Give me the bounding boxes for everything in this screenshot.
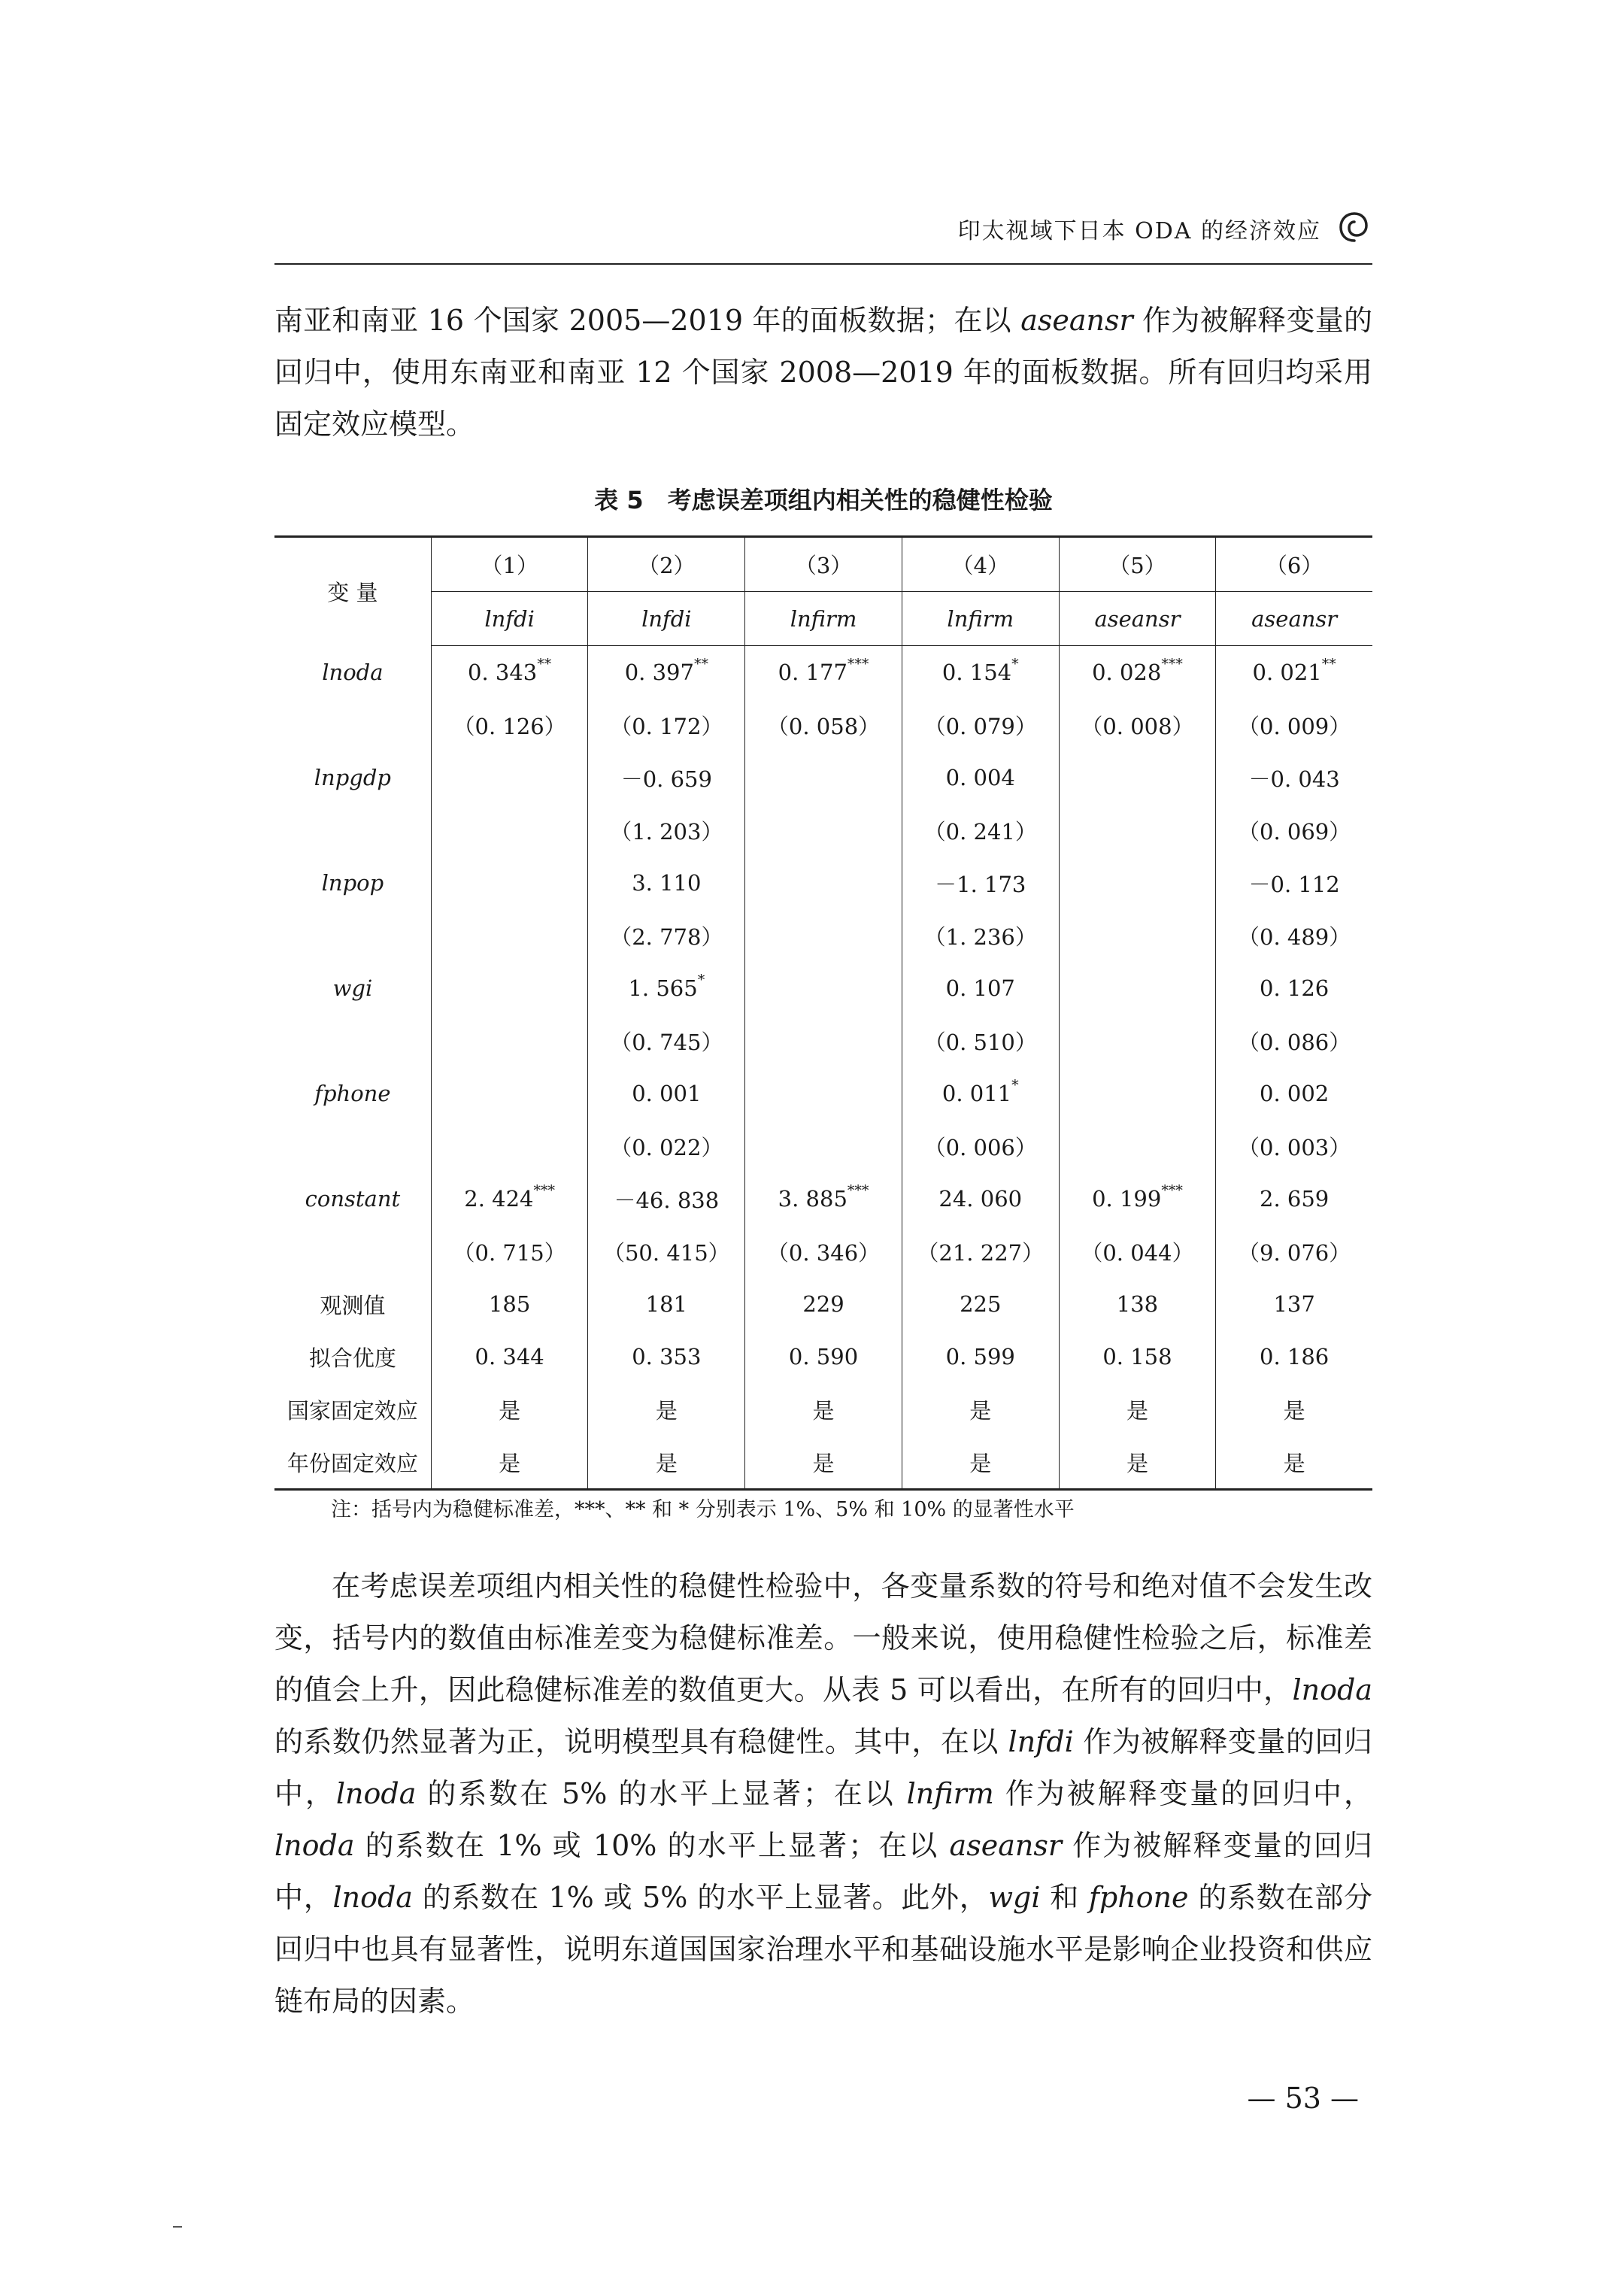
coefficient-cell [1216,962,1372,1015]
stat-value-text: 是 [499,1397,521,1424]
coefficient-cell [1059,751,1216,804]
stat-value [588,1383,745,1436]
coefficient-cell [431,857,588,909]
variable-name-text: lnoda [322,659,384,685]
coefficient-cell [431,1172,588,1225]
table-row [274,751,1372,804]
significance-stars: *** [847,656,869,673]
stat-value-text: 是 [1283,1397,1305,1424]
standard-error-cell-text: （21. 227） [917,1239,1045,1266]
stat-value [745,1278,902,1330]
stat-label-text: 国家固定效应 [287,1397,418,1424]
column-number: （4） [902,537,1059,592]
standard-error-cell [745,1120,902,1172]
variable-term: lnfirm [906,1777,994,1810]
coefficient-cell [1216,1067,1372,1120]
standard-error-cell [588,1015,745,1067]
coefficient-cell [588,962,745,1015]
stat-value [588,1436,745,1490]
stat-value [431,1383,588,1436]
standard-error-cell [1216,699,1372,751]
standard-error-cell-text: （0. 745） [610,1029,723,1055]
coefficient-cell [588,646,745,699]
variable-name [274,646,431,699]
table-row [274,646,1372,699]
variable-name-text: lnpop [321,870,384,896]
page-number: — 53 — [1247,2082,1359,2115]
variable-term: lnoda [1292,1673,1372,1706]
coefficient-cell-text: －1. 173 [935,871,1026,897]
stat-value [745,1383,902,1436]
column-number: （5） [1059,537,1216,592]
standard-error-cell [588,699,745,751]
table-row [274,1330,1372,1383]
coefficient-cell [588,751,745,804]
coefficient-cell [588,857,745,909]
variable-name-text: wgi [332,975,373,1001]
significance-stars: ** [537,656,552,673]
coefficient-cell [902,1067,1059,1120]
regression-table [274,535,1372,1491]
variable-term: lnfdi [1008,1725,1074,1758]
paragraph-intro [274,295,1372,450]
standard-error-cell [431,1225,588,1278]
standard-error-cell-text: （0. 489） [1238,924,1351,950]
variable-name [274,1172,431,1225]
text-run: 的系数在 1% 或 5% 的水平上显著。此外， [412,1881,989,1914]
stat-value-text: 是 [1126,1397,1148,1424]
stat-value [902,1436,1059,1490]
standard-error-cell [1059,1015,1216,1067]
variable-name-text: lnpgdp [314,765,391,790]
standard-error-cell [431,1120,588,1172]
coefficient-cell-text: 0. 028 [1092,660,1162,685]
variable-name-text: fphone [314,1081,391,1106]
stat-value-text: 0. 599 [945,1344,1015,1369]
dependent-variable: lnfirm [745,592,902,646]
standard-error-cell [588,909,745,962]
variable-term: lnoda [332,1881,413,1914]
stat-value-text: 是 [812,1450,835,1476]
stat-label [274,1383,431,1436]
table-row [274,1120,1372,1172]
standard-error-cell [1216,1015,1372,1067]
table-row [274,1015,1372,1067]
standard-error-cell [745,1015,902,1067]
stat-value-text: 是 [1126,1450,1148,1476]
stat-value [902,1330,1059,1383]
coefficient-cell-text: 0. 199 [1092,1186,1162,1212]
stat-value-text: 137 [1273,1291,1315,1317]
running-header-title: 印太视域下日本 ODA 的经济效应 [957,218,1321,244]
standard-error-cell [1216,1120,1372,1172]
significance-stars: * [1011,1077,1019,1094]
variable-name-text: constant [305,1186,401,1212]
standard-error-cell-text: （0. 241） [923,818,1037,845]
stat-value [1059,1278,1216,1330]
coefficient-cell [1059,646,1216,699]
variable-header: 变 量 [274,537,431,646]
corner-mark [173,2226,182,2228]
stat-value [902,1278,1059,1330]
text-run: 的系数在 1% 或 10% 的水平上显著；在以 [354,1829,950,1862]
stat-value-text: 185 [488,1291,531,1317]
column-number: （3） [745,537,902,592]
coefficient-cell [431,962,588,1015]
coefficient-cell-text: －0. 043 [1248,766,1340,792]
coefficient-cell [431,751,588,804]
stat-value-text: 是 [812,1397,835,1424]
standard-error-cell [1059,804,1216,857]
coefficient-cell [431,1067,588,1120]
dependent-variable: aseansr [1216,592,1372,646]
standard-error-cell-text: （0. 058） [766,713,881,739]
coefficient-cell [1059,1067,1216,1120]
text-run: 的系数在部分回归中也具有显著性，说明东道国国家治理水平和基础设施水平是影响企业投资和供应链布局的因素。 [274,1881,1372,2018]
table-row [274,1067,1372,1120]
stat-value-text: 225 [960,1291,1002,1317]
variable-name [274,751,431,804]
spiral-logo-icon [1336,209,1372,245]
standard-error-cell [902,804,1059,857]
variable-name [274,1067,431,1120]
coefficient-cell [745,962,902,1015]
stat-value [745,1330,902,1383]
stat-value [1059,1330,1216,1383]
standard-error-cell [431,699,588,751]
paragraph-discussion [274,1560,1372,2028]
coefficient-cell-text: 0. 004 [945,765,1015,790]
standard-error-cell [1216,1225,1372,1278]
text-run: 作为被解释变量的回归中， [993,1777,1372,1810]
standard-error-cell [431,804,588,857]
stat-value [431,1436,588,1490]
standard-error-cell [431,1015,588,1067]
significance-stars: ** [1321,656,1336,673]
text-run: 的系数仍然显著为正，说明模型具有稳健性。其中，在以 [274,1725,1008,1758]
standard-error-cell-text: （50. 415） [602,1239,730,1266]
variable-name [274,962,431,1015]
standard-error-cell-text: （2. 778） [610,924,723,950]
significance-stars: *** [847,1182,869,1200]
stat-value-text: 是 [1283,1450,1305,1476]
standard-error-cell [431,909,588,962]
stat-value [588,1278,745,1330]
table-row [274,804,1372,857]
table-header-row [274,592,1372,646]
variable-term: lnoda [274,1829,355,1862]
standard-error-cell [1059,699,1216,751]
dependent-variable: aseansr [1059,592,1216,646]
standard-error-cell-text: （0. 022） [610,1134,723,1160]
coefficient-cell-text: －0. 112 [1248,871,1340,897]
coefficient-cell [745,1067,902,1120]
stat-label-text: 拟合优度 [308,1345,396,1371]
coefficient-cell-text: 0. 154 [941,660,1012,685]
empty-cell [274,804,431,857]
coefficient-cell [902,1172,1059,1225]
stat-value-text: 是 [655,1450,678,1476]
variable-term: wgi [988,1881,1041,1914]
stat-value [1059,1436,1216,1490]
text-run: 作为被解释变量的回归中， [274,1829,1372,1914]
text-run: 南亚和南亚 16 个国家 2005—2019 年的面板数据；在以 [274,304,1021,337]
standard-error-cell-text: （0. 044） [1081,1239,1194,1266]
table-note: 注：括号内为稳健标准差，***、** 和 * 分别表示 1%、5% 和 10% 的显著性水平 [331,1498,1075,1521]
standard-error-cell [1216,804,1372,857]
significance-stars: ** [693,656,708,673]
standard-error-cell-text: （0. 510） [923,1029,1037,1055]
stat-value-text: 是 [969,1397,992,1424]
standard-error-cell-text: （0. 715） [453,1239,566,1266]
standard-error-cell [902,699,1059,751]
column-number: （6） [1265,553,1324,578]
significance-stars: * [697,972,705,989]
stat-value [431,1278,588,1330]
significance-stars: * [1011,656,1019,673]
standard-error-cell [1216,909,1372,962]
coefficient-cell [1216,857,1372,909]
significance-stars: *** [1161,1182,1183,1200]
standard-error-cell [902,1225,1059,1278]
coefficient-cell-text: 1. 565 [628,975,698,1001]
standard-error-cell-text: （0. 069） [1238,818,1351,845]
coefficient-cell-text: －0. 659 [620,766,712,792]
stat-label [274,1330,431,1383]
coefficient-cell [1216,751,1372,804]
coefficient-cell-text: 2. 424 [464,1186,534,1212]
stat-value-text: 0. 353 [632,1344,702,1369]
standard-error-cell [745,699,902,751]
standard-error-cell-text: （9. 076） [1238,1239,1351,1266]
stat-value-text: 0. 590 [788,1344,859,1369]
variable-term: lnoda [335,1777,417,1810]
stat-value [1216,1383,1372,1436]
stat-value [1216,1330,1372,1383]
standard-error-cell [745,1225,902,1278]
coefficient-cell-text: 0. 021 [1252,660,1322,685]
stat-value [902,1383,1059,1436]
table-row [274,962,1372,1015]
standard-error-cell-text: （0. 006） [923,1134,1037,1160]
coefficient-cell [745,1172,902,1225]
coefficient-cell [902,962,1059,1015]
coefficient-cell [588,1067,745,1120]
stat-value-text: 是 [655,1397,678,1424]
coefficient-cell [588,1172,745,1225]
text-run: 作为被解释变量的回归中， [274,1725,1372,1810]
stat-value [1216,1278,1372,1330]
standard-error-cell-text: （0. 008） [1081,713,1194,739]
empty-cell [274,909,431,962]
empty-cell [274,699,431,751]
coefficient-cell-text: 24. 060 [938,1186,1023,1212]
dependent-variable: lnfdi [431,592,588,646]
table-body [274,646,1372,1490]
variable-term: aseansr [949,1829,1062,1862]
coefficient-cell [902,857,1059,909]
table-row [274,1278,1372,1330]
stat-label-text: 观测值 [320,1292,386,1318]
stat-label [274,1278,431,1330]
standard-error-cell [1059,909,1216,962]
dependent-variable: lnfdi [588,592,745,646]
text-run: 的系数在 5% 的水平上显著；在以 [416,1777,907,1810]
significance-stars: *** [1161,656,1183,673]
running-header [274,203,1372,265]
column-number: （2） [588,537,745,592]
table-row [274,1225,1372,1278]
coefficient-cell-text: －46. 838 [614,1187,720,1213]
coefficient-cell-text: 0. 126 [1260,975,1330,1001]
standard-error-cell-text: （0. 009） [1238,713,1351,739]
empty-cell [274,1120,431,1172]
table-caption: 表 5 考虑误差项组内相关性的稳健性检验 [594,486,1053,514]
standard-error-cell-text: （0. 086） [1238,1029,1351,1055]
table-header-row [274,537,1372,592]
standard-error-cell [902,909,1059,962]
stat-label [274,1436,431,1490]
coefficient-cell [745,857,902,909]
variable-name [274,857,431,909]
stat-value-text: 229 [802,1291,844,1317]
table-row [274,909,1372,962]
coefficient-cell [1216,646,1372,699]
stat-value-text: 是 [499,1450,521,1476]
coefficient-cell [1059,962,1216,1015]
stat-value-text: 0. 344 [475,1344,544,1369]
stat-value-text: 0. 186 [1260,1344,1330,1369]
empty-cell [274,1225,431,1278]
coefficient-cell [431,646,588,699]
coefficient-cell-text: 0. 397 [624,660,694,685]
empty-cell [274,1015,431,1067]
column-number: （1） [431,537,588,592]
standard-error-cell-text: （1. 203） [610,818,723,845]
stat-label-text: 年份固定效应 [287,1450,418,1476]
stat-value [1216,1436,1372,1490]
standard-error-cell [588,804,745,857]
table-row [274,857,1372,909]
significance-stars: *** [533,1182,555,1200]
standard-error-cell [745,804,902,857]
standard-error-cell-text: （1. 236） [923,924,1037,950]
coefficient-cell [1216,1172,1372,1225]
coefficient-cell [902,751,1059,804]
text-run: 和 [1040,1881,1089,1914]
coefficient-cell-text: 3. 885 [778,1186,847,1212]
coefficient-cell [745,751,902,804]
coefficient-cell-text: 0. 177 [778,660,847,685]
coefficient-cell-text: 3. 110 [632,870,702,896]
standard-error-cell-text: （0. 003） [1238,1134,1351,1160]
coefficient-cell [745,646,902,699]
standard-error-cell-text: （0. 079） [923,713,1037,739]
variable-term: fphone [1088,1881,1189,1914]
coefficient-cell-text: 0. 343 [468,660,538,685]
coefficient-cell-text: 0. 002 [1260,1081,1330,1106]
coefficient-cell [1059,1172,1216,1225]
table-row [274,1172,1372,1225]
coefficient-cell-text: 0. 107 [945,975,1015,1001]
standard-error-cell [902,1120,1059,1172]
dependent-variable: lnfirm [902,592,1059,646]
stat-value-text: 0. 158 [1102,1344,1172,1369]
stat-value [588,1330,745,1383]
coefficient-cell-text: 2. 659 [1260,1186,1330,1212]
stat-value-text: 181 [645,1291,688,1317]
standard-error-cell [588,1120,745,1172]
standard-error-cell-text: （0. 172） [610,713,723,739]
stat-value-text: 138 [1116,1291,1159,1317]
coefficient-cell-text: 0. 001 [632,1081,702,1106]
stat-value [1059,1383,1216,1436]
standard-error-cell [902,1015,1059,1067]
text-run: 在考虑误差项组内相关性的稳健性检验中，各变量系数的符号和绝对值不会发生改变，括号内的数值由标准差变为稳健标准差。一般来说，使用稳健性检验之后，标准差的值会上升，因此稳健标准差的数值更大。从表 5 可以看出，在所有的回归中， [274,1570,1372,1706]
variable-term: aseansr [1020,304,1133,337]
coefficient-cell [1059,857,1216,909]
table-row [274,1383,1372,1436]
standard-error-cell [588,1225,745,1278]
stat-value [745,1436,902,1490]
text-run: 作为被解释变量的回归中，使用东南亚和南亚 12 个国家 2008—2019 年的面板数据。所有回归均采用固定效应模型。 [274,304,1372,441]
stat-value-text: 是 [969,1450,992,1476]
standard-error-cell [1059,1120,1216,1172]
stat-value [431,1330,588,1383]
standard-error-cell [1059,1225,1216,1278]
standard-error-cell-text: （0. 346） [766,1239,881,1266]
table-row [274,1436,1372,1490]
coefficient-cell-text: 0. 011 [941,1081,1012,1106]
standard-error-cell-text: （0. 126） [453,713,566,739]
coefficient-cell [902,646,1059,699]
standard-error-cell [745,909,902,962]
table-row [274,699,1372,751]
